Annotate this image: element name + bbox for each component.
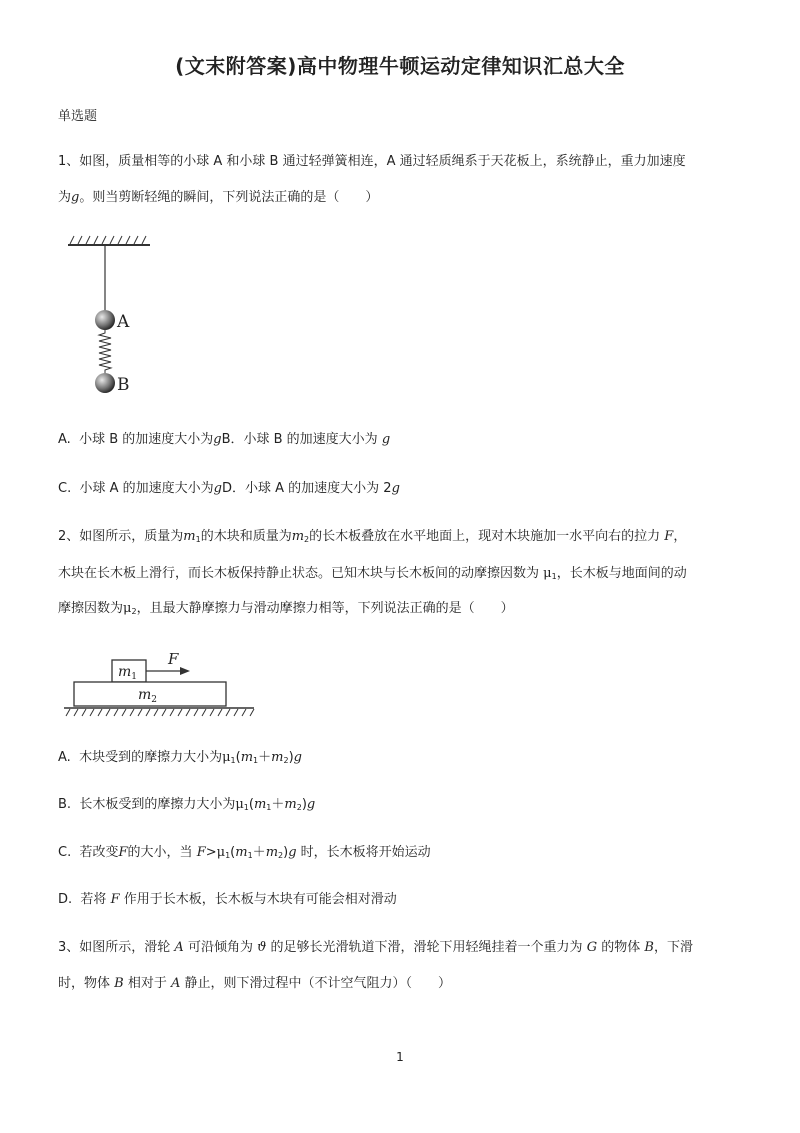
q1-options-ab: A. 小球 B 的加速度大小为gB．小球 B 的加速度大小为 g — [58, 432, 391, 447]
q2-stem-line1: 2、如图所示，质量为$m_1$的木块和质量为$m_2$的长木板叠放在水平地面上，现对木块施加一水平向右的拉力 F， — [58, 529, 687, 544]
spring — [99, 330, 111, 373]
label-m2: $m_2$ — [138, 687, 158, 705]
q2-stem-line2: 木块在长木板上滑行，而长木板保持静止状态。已知木块与长木板间的动摩擦因数为 $\mu_1$，长木板与地面间的动 — [58, 566, 687, 581]
q2-option-a: A. 木块受到的摩擦力大小为$\mu_1(m_1+m_2)g$ — [58, 750, 302, 765]
q2-option-c: C. 若改变F的大小，当 $F>\mu_1(m_1+m_2)g$ 时，长木板将开始运动 — [58, 845, 431, 860]
q3-stem-line1: 3、如图所示，滑轮 A 可沿倾角为 ϑ 的足够长光滑轨道下滑，滑轮下用轻绳挂着一个重力为 G 的物体 B，下滑 — [58, 940, 693, 955]
q1-stem-line1: 1、如图，质量相等的小球 A 和小球 B 通过轻弹簧相连，A 通过轻质绳系于天花板上，系统静止，重力加速度 — [58, 154, 686, 169]
ground-hatch — [64, 708, 254, 716]
label-m1: $m_1$ — [118, 664, 138, 682]
ball-a — [95, 310, 115, 330]
label-b: B — [117, 375, 130, 395]
page-number: 1 — [396, 1050, 404, 1064]
q2-option-b: B. 长木板受到的摩擦力大小为$\mu_1(m_1+m_2)g$ — [58, 797, 316, 812]
section-heading: 单选题 — [58, 109, 98, 124]
ceiling-hatch — [68, 236, 150, 245]
q3-stem-line2: 时，物体 B 相对于 A 静止，则下滑过程中（不计空气阻力）（ ） — [58, 976, 452, 991]
page-title: (文末附答案)高中物理牛顿运动定律知识汇总大全 — [175, 54, 625, 78]
ball-b — [95, 373, 115, 393]
q1-figure — [64, 234, 164, 400]
label-a: A — [117, 312, 130, 332]
label-f: F — [168, 650, 179, 668]
q2-option-d: D. 若将 F 作用于长木板，长木板与木块有可能会相对滑动 — [58, 892, 397, 907]
q1-options-cd: C. 小球 A 的加速度大小为gD．小球 A 的加速度大小为 2g — [58, 481, 400, 496]
q2-stem-line3: 摩擦因数为$\mu_2$，且最大静摩擦力与滑动摩擦力相等，下列说法正确的是（ ） — [58, 601, 514, 616]
q2-figure — [62, 648, 258, 718]
q1-stem-line2: 为g。则当剪断轻绳的瞬间，下列说法正确的是（ ） — [58, 190, 379, 205]
